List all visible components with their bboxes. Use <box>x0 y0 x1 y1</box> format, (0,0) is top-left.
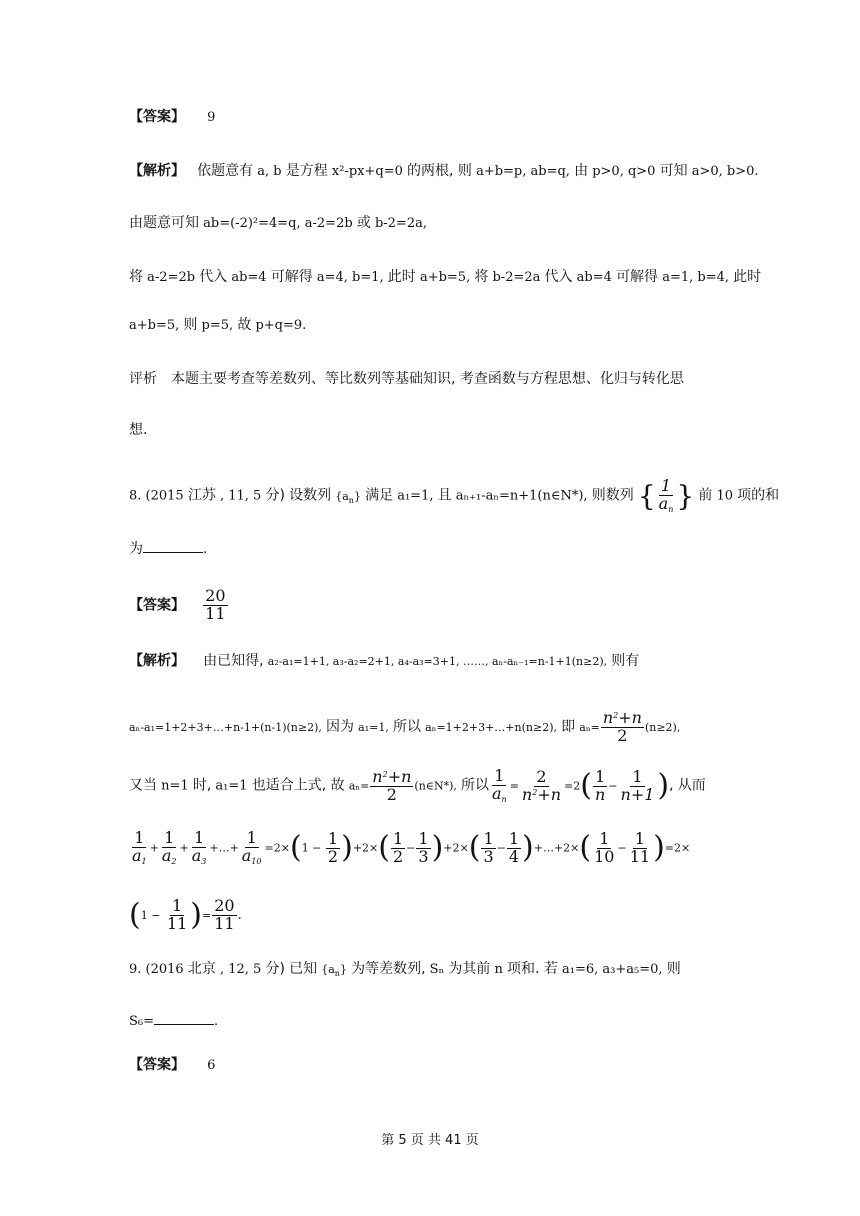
math: p=5, <box>201 318 234 333</box>
text: 且 <box>437 487 452 504</box>
fraction-result: $\frac{20}{11}$ <box>214 896 235 933</box>
text: 可解得 <box>616 269 659 285</box>
text: 分) <box>265 961 285 977</box>
text: 为其前 <box>448 961 491 977</box>
math: , 11, 5 <box>219 488 262 504</box>
q7-analysis-line2 <box>129 216 427 230</box>
question-number: 9. (2016 <box>129 962 184 977</box>
text: 由题意可知 <box>129 215 199 231</box>
math: Sₙ <box>429 962 445 977</box>
answer-blank <box>154 1012 214 1025</box>
answer-value: 6 <box>207 1058 216 1073</box>
math: 10 <box>716 488 734 504</box>
analysis-tag: 【解析】 <box>129 653 185 669</box>
math: (n≥2), <box>644 720 681 734</box>
text: 前 <box>698 487 713 504</box>
sequence-an: $\{a_n\}$ <box>335 489 361 505</box>
math: b-2=2a, <box>374 216 427 231</box>
math: x²-px+q=0 <box>331 164 403 179</box>
answer-tag: 【答案】 <box>129 1057 185 1073</box>
text: 设数列 <box>289 487 332 504</box>
text: 此时 <box>387 269 416 285</box>
text: 则有 <box>611 653 640 669</box>
text: 是方程 <box>285 163 328 179</box>
q8-analysis-line4: $\frac{1}{a_1}$ + $\frac{1}{a_2}$ + $\frac{1}{a_3}$ +…+ $\frac{1}{a_{10}}$ =2×(1 − $\frac{1}{2}$ )+2×( $\frac{1}{2}$ − $\frac{1}{3}$ )+2×( $\frac{1}{3}$ − $\frac{1}{4}$ )+…+2×( $\frac{1}{10}$ − $\frac{1}{11}$ )=2× <box>132 828 691 866</box>
fraction-n2n-over-2: $\frac{n^2+n}{2}$ <box>372 766 412 804</box>
text: 代入 <box>544 269 573 285</box>
text: 也适合上式, 故 <box>251 777 345 794</box>
fraction: $\frac{1}{11}$ <box>166 896 188 933</box>
text: . <box>237 907 242 923</box>
math: ab=(-2)²=4=q, a-2=2b <box>203 216 353 231</box>
math: a₁=1, <box>397 488 434 504</box>
q8-analysis-line1 <box>129 654 639 668</box>
fraction-1-over-n1: $\frac{1}{n+1}$ <box>620 766 655 804</box>
fraction-1-over-n: $\frac{1}{n}$ <box>594 766 606 804</box>
sequence-reciprocal: { $\frac{1}{a_n}$ } <box>637 476 695 514</box>
math: a+b=p, ab=q, <box>476 164 570 179</box>
math: a₁=1, <box>358 720 389 734</box>
q8-analysis-line2 <box>129 710 680 745</box>
math: p+q=9. <box>255 318 307 333</box>
text: 满足 <box>365 487 394 504</box>
fraction-1-over-an: $\frac{1}{a_n}$ <box>492 766 507 804</box>
fraction-2-over-n2n: $\frac{2}{n^2+n}$ <box>521 766 562 804</box>
denominator: 11 <box>205 603 226 623</box>
math: b-2=2a <box>492 270 541 285</box>
text: 依题意有 <box>197 163 254 179</box>
fraction: $\frac{1}{a_3}$ <box>191 828 207 866</box>
math: aₙ= <box>348 779 370 793</box>
q9-stem-line2 <box>129 1012 218 1028</box>
math: a, b <box>257 164 282 179</box>
fraction-n2n-over-2: $\frac{n^2+n}{2}$ <box>602 708 642 745</box>
fraction: $\frac{1}{a_1}$ <box>132 828 147 866</box>
math: aₙ₊₁-aₙ=n+1(n∈N*), <box>455 488 588 504</box>
question-number: 8. (2015 <box>129 488 184 504</box>
answer-tag: 【答案】 <box>129 109 185 125</box>
math: ab=4 <box>576 270 612 285</box>
fraction: $\frac{1}{2}$ <box>392 828 404 866</box>
text: 将 <box>474 269 489 285</box>
text: 可知 <box>659 163 688 179</box>
text: 从而 <box>677 777 706 794</box>
text: 故 <box>237 317 252 333</box>
text: 此时 <box>733 269 762 285</box>
math: a>0, b>0. <box>691 164 759 179</box>
q7-comment-line1: 评析 本题主要考查等差数列、等比数列等基础知识, 考查函数与方程思想、化归与转化思 <box>129 371 684 387</box>
answer-value: 9 <box>207 110 216 125</box>
text: . <box>203 542 208 557</box>
analysis-tag: 【解析】 <box>129 163 185 179</box>
fraction: $\frac{1}{2}$ <box>327 828 339 866</box>
math: a=1, b=4, <box>662 270 729 285</box>
text: 分) <box>265 487 285 504</box>
math: a+b=5, <box>419 270 471 285</box>
q8-answer-line <box>129 588 229 623</box>
page-footer: 第 5 页 共 41 页 <box>381 1133 479 1148</box>
text: 因为 <box>326 718 355 735</box>
math: p>0, q>0 <box>592 164 656 179</box>
text: 则数列 <box>591 487 634 504</box>
math: a₁=1 <box>215 778 248 794</box>
text: 所以 <box>461 777 489 794</box>
q7-answer-line <box>129 110 215 124</box>
text: 江苏 <box>187 487 216 504</box>
q7-analysis-line1 <box>129 164 759 178</box>
answer-fraction <box>203 588 227 623</box>
q9-answer-line <box>129 1058 215 1072</box>
fraction: $\frac{1}{a_2}$ <box>161 828 177 866</box>
text: 即 <box>561 718 576 735</box>
math: S₆= <box>129 1014 155 1029</box>
q8-stem-line2 <box>129 540 207 556</box>
text: 北京 <box>187 961 216 977</box>
q7-analysis-line3 <box>129 270 761 284</box>
text: 则 <box>183 317 198 333</box>
fraction: $\frac{1}{3}$ <box>418 828 429 866</box>
q8-analysis-line5: (1 − $\frac{1}{11}$ )= $\frac{20}{11}$ . <box>129 896 242 933</box>
math: (n∈N*), <box>414 779 457 793</box>
text: 由 <box>574 163 589 179</box>
q9-stem-line1 <box>129 962 681 978</box>
fraction: $\frac{1}{3}$ <box>483 828 494 866</box>
fraction: $\frac{1}{10}$ <box>594 828 615 866</box>
text: 可解得 <box>270 269 313 285</box>
math: ab=4 <box>231 270 267 285</box>
answer-blank <box>143 540 203 553</box>
math: aₙ=1+2+3+…+n(n≥2), <box>425 720 557 734</box>
text: 为 <box>129 541 143 557</box>
math: a-2=2b <box>147 270 196 285</box>
math: a₁=6, a₃+a₅=0, <box>562 962 663 977</box>
numerator: 20 <box>205 586 226 605</box>
math: a=4, b=1, <box>316 270 384 285</box>
text: 为等差数列, <box>351 961 426 977</box>
fraction: $\frac{1}{a_{10}}$ <box>241 828 262 866</box>
fraction: $\frac{1}{4}$ <box>508 828 520 866</box>
text: 将 <box>129 269 143 285</box>
math: , 12, 5 <box>219 962 262 977</box>
q8-analysis-line3: 又当 n=1 时, a₁=1 也适合上式, 故 aₙ= $\frac{n^2+n}{2}$ (n∈N*), 所以 $\frac{1}{a_n}$ = $\frac{2}{n^2+n}$ =2( $\frac{1}{n}$ − $\frac{1}{n+1}$ ), 从而 <box>129 766 706 804</box>
math: a+b=5, <box>129 318 180 333</box>
fraction: $\frac{1}{11}$ <box>629 828 651 866</box>
math: aₙ-a₁=1+2+3+…+n-1+(n-1)(n≥2), <box>129 720 322 734</box>
sequence-an: $\{a_n\}$ <box>321 963 347 978</box>
text: 所以 <box>392 718 421 735</box>
answer-tag: 【答案】 <box>129 597 185 614</box>
text: 又当 <box>129 777 157 794</box>
q8-stem-line1 <box>129 478 779 514</box>
text: 由已知得, <box>203 653 264 669</box>
q7-analysis-line4 <box>129 318 306 332</box>
math: a₂-a₁=1+1, a₃-a₂=2+1, a₄-a₃=3+1, ……, aₙ-aₙ₋₁=n-1+1(n≥2), <box>267 655 608 668</box>
math: n=1 <box>161 778 189 794</box>
math: aₙ= <box>579 720 600 734</box>
text: 或 <box>356 215 371 231</box>
math: n <box>494 962 503 977</box>
text: 已知 <box>289 961 318 977</box>
text: 项和. 若 <box>507 961 558 977</box>
q7-comment-line2: 想. <box>129 422 148 438</box>
text: 项的和 <box>737 487 780 504</box>
text: 代入 <box>199 269 228 285</box>
text: 时, <box>192 777 212 794</box>
text: . <box>214 1014 219 1029</box>
text: 的两根, 则 <box>407 163 472 179</box>
text: 则 <box>666 961 681 977</box>
